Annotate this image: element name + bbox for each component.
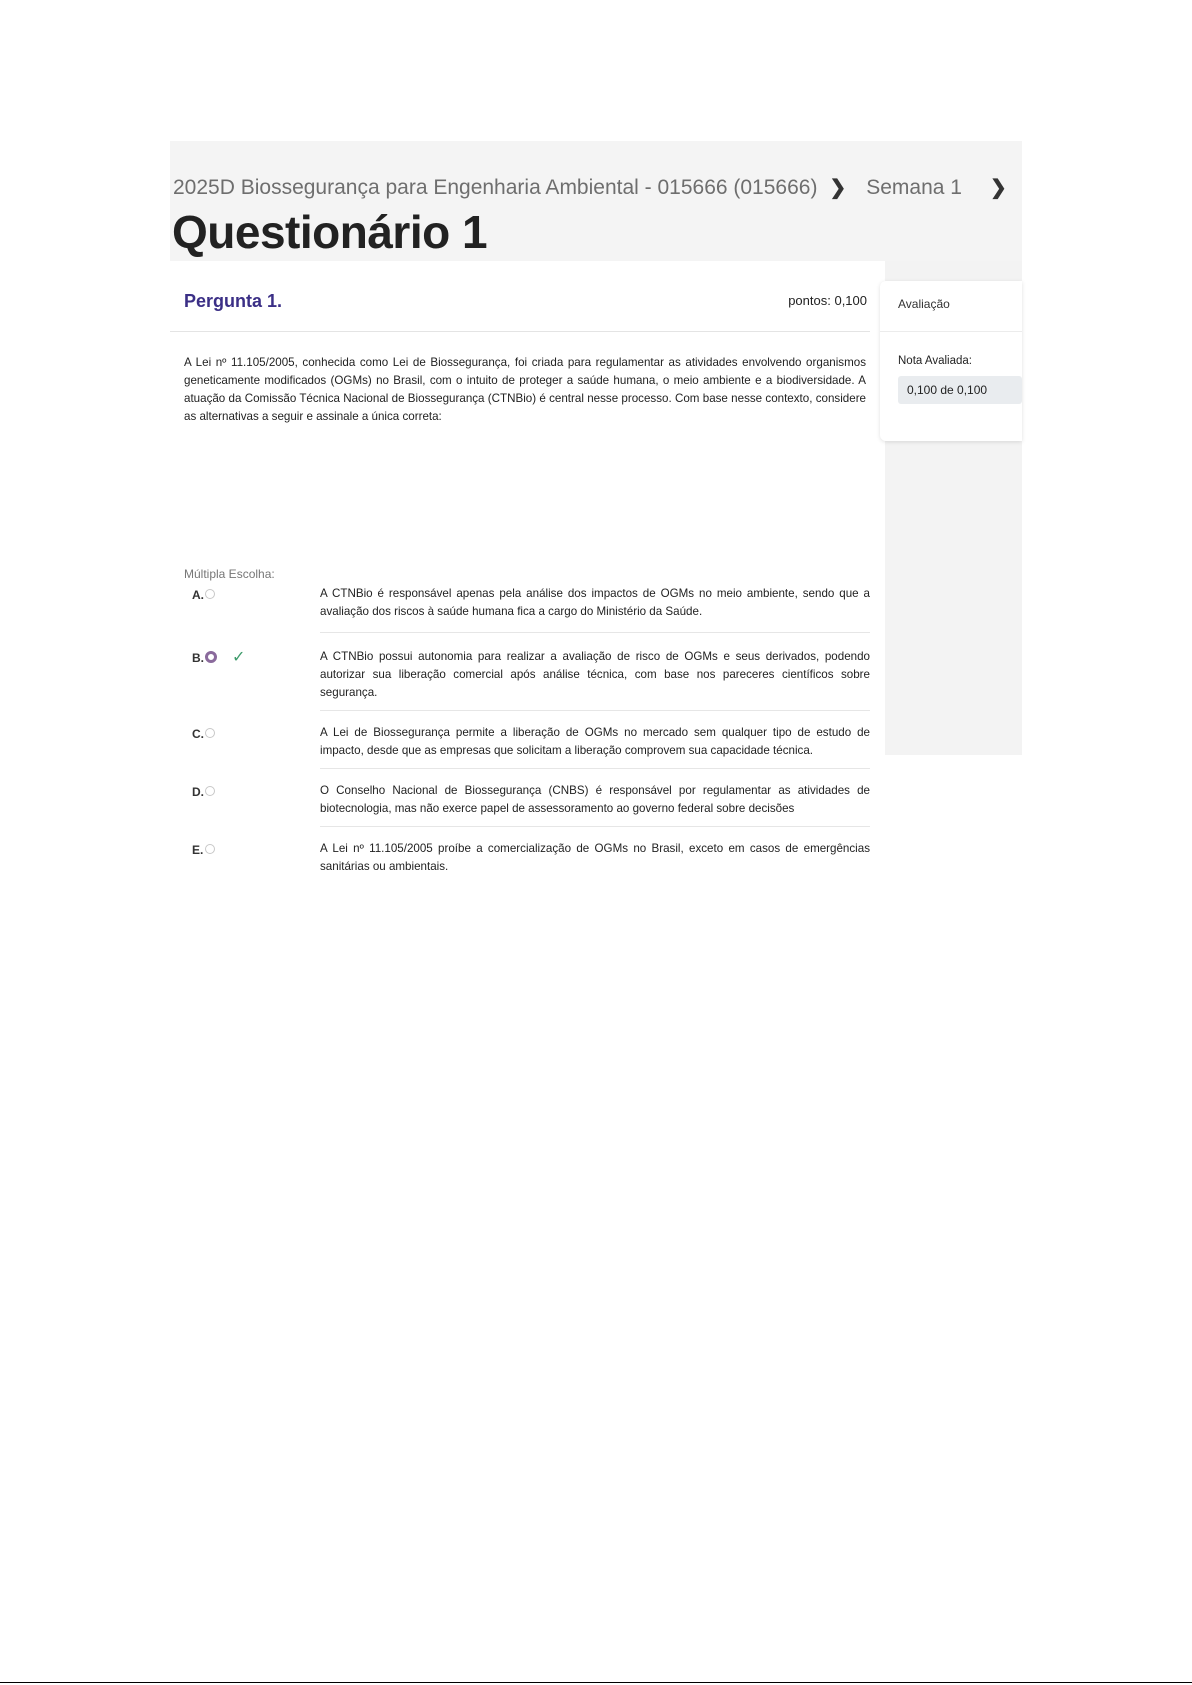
evaluation-title: Avaliação	[898, 297, 950, 311]
radio-button-selected[interactable]	[205, 651, 217, 663]
option-divider	[320, 826, 870, 827]
option-text: A CTNBio possui autonomia para realizar a avaliação de risco de OGMs e seus derivados, podendo autorizar sua liberação comercial após análise técnica, com base nos pareceres científicos sobre segurança.	[320, 650, 870, 699]
chevron-right-icon: ❯	[989, 177, 1007, 199]
question-number: Pergunta 1.	[184, 291, 283, 311]
option-c[interactable]	[192, 724, 870, 764]
option-text: A Lei de Biossegurança permite a liberação de OGMs no mercado sem qualquer tipo de estudo de impacto, desde que as empresas que solicitam a liberação comprovem sua capacidade técnica.	[320, 726, 870, 757]
question-type-label: Múltipla Escolha:	[184, 567, 275, 581]
evaluation-panel	[880, 281, 1022, 441]
option-d[interactable]	[192, 782, 870, 822]
grade-value-field: 0,100 de 0,100	[898, 376, 1022, 404]
breadcrumb-week-link[interactable]: Semana 1	[866, 175, 962, 199]
option-text: O Conselho Nacional de Biossegurança (CNBS) é responsável por regulamentar as atividades de biotecnologia, mas não exerce papel de assessoramento ao governo federal sobre decisões	[320, 784, 870, 815]
breadcrumb-course-link[interactable]: 2025D Biossegurança para Engenharia Ambiental - 015666 (015666)	[173, 175, 818, 199]
screenshot-frame	[170, 141, 1022, 873]
panel-divider	[880, 331, 1022, 332]
option-letter: C.	[192, 727, 204, 741]
option-e[interactable]	[192, 840, 870, 880]
radio-button[interactable]	[205, 589, 215, 599]
option-divider	[320, 632, 870, 633]
page-title: Questionário 1	[172, 206, 488, 258]
option-b[interactable]	[192, 648, 870, 706]
breadcrumb	[173, 175, 1027, 200]
radio-button[interactable]	[205, 786, 215, 796]
radio-button[interactable]	[205, 844, 215, 854]
grade-label: Nota Avaliada:	[898, 355, 972, 367]
page-bottom-rule	[0, 1682, 1192, 1683]
option-letter: D.	[192, 785, 204, 799]
checkmark-icon: ✓	[232, 649, 246, 666]
option-divider	[320, 710, 870, 711]
question-card	[170, 261, 870, 873]
option-letter: A.	[192, 588, 204, 602]
option-letter: E.	[192, 843, 204, 857]
option-text: A CTNBio é responsável apenas pela análise dos impactos de OGMs no meio ambiente, sendo que a avaliação dos riscos à saúde humana fica a cargo do Ministério da Saúde.	[320, 587, 870, 618]
page-header	[170, 141, 1022, 261]
option-text: A Lei nº 11.105/2005 proíbe a comercialização de OGMs no Brasil, exceto em casos de emergências sanitárias ou ambientais.	[320, 842, 870, 873]
radio-button[interactable]	[205, 728, 215, 738]
option-a[interactable]	[192, 585, 870, 625]
chevron-right-icon: ❯	[829, 177, 847, 199]
question-points: pontos: 0,100	[788, 293, 867, 308]
question-text: A Lei nº 11.105/2005, conhecida como Lei de Biossegurança, foi criada para regulamentar as atividades envolvendo organismos geneticamente modificados (OGMs) no Brasil, com o intuito de proteger a saúde humana, o meio ambiente e a biodiversidade. A atuação da Comissão Técnica Nacional de Biossegurança (CTNBio) é central nesse processo. Com base nesse contexto, considere as alternativas a seguir e assinale a única correta:	[184, 356, 866, 423]
option-letter: B.	[192, 651, 204, 665]
option-divider	[320, 768, 870, 769]
question-header	[170, 261, 870, 332]
